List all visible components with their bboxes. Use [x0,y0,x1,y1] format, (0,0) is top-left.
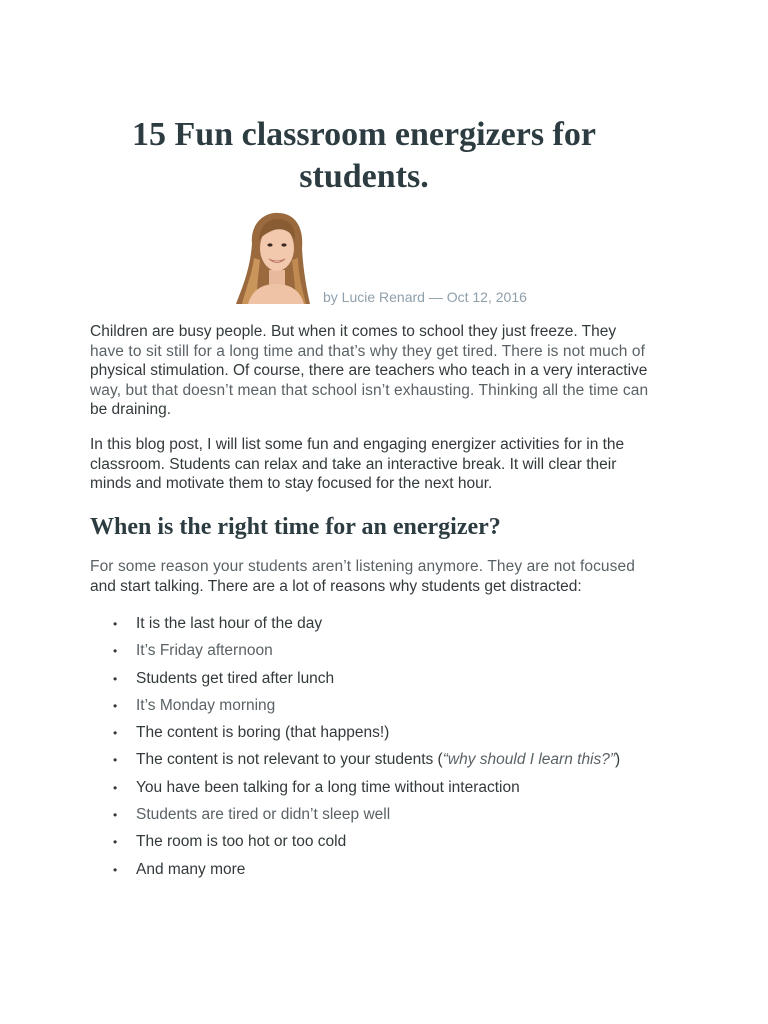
list-item: • The room is too hot or too cold [136,830,620,857]
list-item: • It’s Friday afternoon [136,639,620,666]
list-item: • The content is boring (that happens!) [136,721,620,748]
article-title [60,114,668,198]
bullet-icon: • [113,644,118,659]
bullet-icon: • [113,780,118,795]
list-item-quote: “why should I learn this?” [442,751,616,769]
bullet-icon: • [113,671,118,686]
list-item: • Students get tired after lunch [136,667,620,694]
distraction-reasons-list [113,612,621,885]
list-item: • It is the last hour of the day [136,612,620,639]
section-p-line-1: For some reason your students aren’t listening anymore. They are not focused [90,558,635,575]
list-item: • Students are tired or didn’t sleep well [136,803,620,830]
bullet-icon: • [113,835,118,850]
section-paragraph [90,557,690,596]
intro-paragraph-2 [90,435,690,494]
title-line-2: students. [299,158,429,195]
bullet-icon: • [113,726,118,741]
article-byline: by Lucie Renard — Oct 12, 2016 [323,289,527,305]
intro-p2-line-3: minds and motivate them to stay focused for the next hour. [90,475,493,493]
intro-p1-line-4: way, but that doesn’t mean that school isn’t exhausting. Thinking all the time can [90,381,649,399]
intro-p2-line-2: classroom. Students can relax and take an interactive break. It will clear their [90,455,617,473]
intro-p1-line-2: have to sit still for a long time and that’s why they get tired. There is not much of [90,342,646,360]
title-line-1: 15 Fun classroom energizers for [132,116,596,153]
bullet-icon: • [113,753,118,768]
bullet-icon: • [113,808,118,823]
author-photo [226,208,322,304]
list-item: • And many more [136,858,620,885]
intro-p2-line-1: In this blog post, I will list some fun and engaging energizer activities for in the [90,436,625,453]
bullet-icon: • [113,698,118,713]
intro-paragraph-1 [90,322,690,420]
intro-p1-line-1: Children are busy people. But when it comes to school they just freeze. They [90,323,617,340]
section-heading: When is the right time for an energizer? [90,514,501,540]
list-item: • It’s Monday morning [136,694,620,721]
intro-p1-line-5: be draining. [90,401,172,419]
intro-p1-line-3: physical stimulation. Of course, there are teachers who teach in a very interactive [90,362,648,380]
list-item: • You have been talking for a long time without interaction [136,776,620,803]
author-portrait-image [226,208,322,304]
bullet-icon: • [113,617,118,631]
list-item: • The content is not relevant to your students (“why should I learn this?”) [136,748,620,775]
section-p-line-2: and start talking. There are a lot of reasons why students get distracted: [90,577,582,595]
bullet-icon: • [113,862,118,877]
